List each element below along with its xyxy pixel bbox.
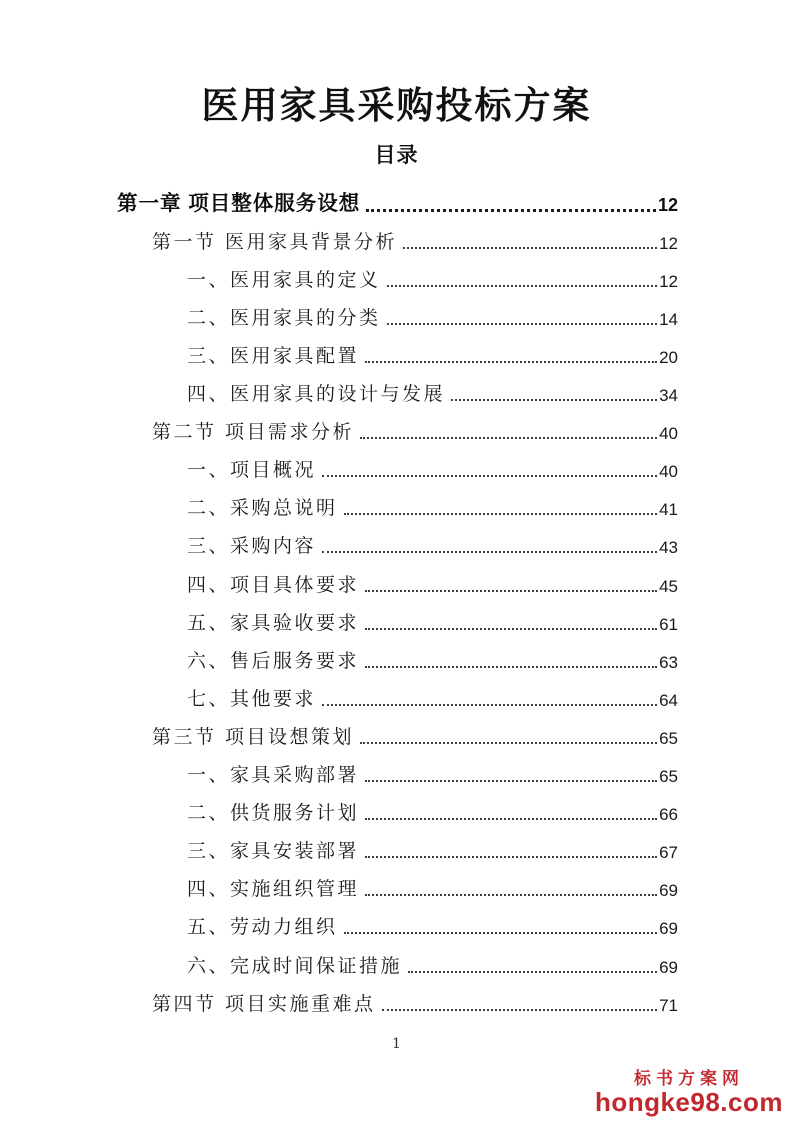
dot-leader: [322, 475, 657, 477]
toc-entry-page: 71: [659, 995, 678, 1015]
toc-entry-item[interactable]: [117, 830, 678, 868]
dot-leader: [365, 361, 657, 363]
toc-entry-label: 六、完成时间保证措施: [187, 954, 403, 977]
toc-entry-page: 69: [659, 919, 678, 939]
page-title: 医用家具采购投标方案: [201, 83, 592, 127]
toc-entry-label: 一、家具采购部署: [187, 764, 360, 787]
toc-entry-label: 三、家具安装部署: [187, 840, 360, 863]
watermark[interactable]: [595, 1070, 783, 1116]
toc-entry-page: 61: [659, 614, 678, 634]
toc-entry-label: 一、项目概况: [187, 459, 317, 482]
toc-entry-label: 四、项目具体要求: [187, 573, 360, 596]
toc-entry-item[interactable]: [117, 259, 678, 297]
dot-leader: [365, 780, 657, 782]
toc-entry-page: 67: [659, 843, 678, 863]
toc-entry-page: 34: [659, 386, 678, 406]
toc-entry-page: 14: [659, 309, 678, 329]
dot-leader: [451, 399, 657, 401]
toc-entry-page: 40: [659, 462, 678, 482]
dot-leader: [344, 932, 658, 934]
toc-entry-page: 65: [659, 767, 678, 787]
toc-entry-section-1-2[interactable]: [117, 411, 678, 449]
toc-entry-item[interactable]: [117, 944, 678, 982]
toc-entry-section-1-3[interactable]: [117, 716, 678, 754]
dot-leader: [387, 323, 658, 325]
dot-leader: [382, 1009, 658, 1011]
toc-entry-item[interactable]: [117, 525, 678, 563]
toc-entry-label: 五、家具验收要求: [187, 611, 360, 634]
toc-entry-page: 12: [659, 233, 678, 253]
toc-entry-label: 七、其他要求: [187, 687, 317, 710]
toc-entry-item[interactable]: [117, 335, 678, 373]
toc-entry-item[interactable]: [117, 868, 678, 906]
dot-leader: [365, 590, 657, 592]
toc-entry-label: 第三节 项目设想策划: [152, 725, 355, 748]
dot-leader: [365, 894, 657, 896]
toc-entry-label: 一、医用家具的定义: [187, 268, 381, 291]
dot-leader: [344, 513, 658, 515]
toc-entry-label: 三、医用家具配置: [187, 345, 360, 368]
toc-entry-label: 四、医用家具的设计与发展: [187, 383, 446, 406]
toc-entry-page: 43: [659, 538, 678, 558]
toc-entry-page: 12: [659, 271, 678, 291]
toc-entry-chapter-1[interactable]: [117, 183, 678, 221]
toc-entry-page: 40: [659, 424, 678, 444]
dot-leader: [360, 437, 657, 439]
toc-entry-label: 第四节 项目实施重难点: [152, 992, 376, 1015]
toc-entry-page: 69: [659, 957, 678, 977]
toc-entry-item[interactable]: [117, 754, 678, 792]
dot-leader: [403, 247, 657, 249]
toc-entry-item[interactable]: [117, 792, 678, 830]
toc-entry-item[interactable]: [117, 297, 678, 335]
dot-leader: [366, 209, 656, 212]
toc-entry-item[interactable]: [117, 678, 678, 716]
toc-entry-item[interactable]: [117, 373, 678, 411]
toc-entry-item[interactable]: [117, 449, 678, 487]
toc-entry-section-1-4[interactable]: [117, 983, 678, 1021]
toc-entry-page: 66: [659, 805, 678, 825]
toc-entry-page: 65: [659, 728, 678, 748]
toc-entry-label: 六、售后服务要求: [187, 649, 360, 672]
table-of-contents: [117, 183, 678, 1021]
toc-entry-label: 第二节 项目需求分析: [152, 421, 355, 444]
toc-entry-label: 二、供货服务计划: [187, 802, 360, 825]
toc-entry-section-1-1[interactable]: [117, 221, 678, 259]
dot-leader: [365, 666, 657, 668]
toc-entry-label: 五、劳动力组织: [187, 916, 338, 939]
toc-entry-item[interactable]: [117, 640, 678, 678]
toc-entry-page: 64: [659, 690, 678, 710]
toc-entry-item[interactable]: [117, 602, 678, 640]
dot-leader: [365, 818, 657, 820]
toc-entry-page: 12: [657, 194, 678, 215]
watermark-site-url: hongke98.com: [594, 1086, 783, 1117]
toc-entry-item[interactable]: [117, 563, 678, 601]
dot-leader: [365, 856, 657, 858]
dot-leader: [365, 628, 657, 630]
toc-entry-label: 二、采购总说明: [187, 497, 338, 520]
toc-entry-item[interactable]: [117, 487, 678, 525]
watermark-site-name: 标书方案网: [633, 1068, 744, 1088]
dot-leader: [360, 742, 657, 744]
toc-entry-label: 第一章 项目整体服务设想: [117, 191, 361, 215]
toc-entry-page: 45: [659, 576, 678, 596]
toc-entry-label: 三、采购内容: [187, 535, 317, 558]
toc-entry-page: 20: [659, 348, 678, 368]
toc-heading: 目录: [374, 141, 419, 167]
toc-entry-label: 四、实施组织管理: [187, 878, 360, 901]
dot-leader: [322, 704, 657, 706]
dot-leader: [408, 971, 657, 973]
toc-entry-item[interactable]: [117, 906, 678, 944]
page-number: 1: [392, 1036, 401, 1052]
toc-entry-page: 41: [659, 500, 678, 520]
toc-entry-label: 第一节 医用家具背景分析: [152, 230, 398, 253]
toc-entry-label: 二、医用家具的分类: [187, 306, 381, 329]
toc-entry-page: 63: [659, 652, 678, 672]
dot-leader: [387, 285, 658, 287]
toc-entry-page: 69: [659, 881, 678, 901]
dot-leader: [322, 551, 657, 553]
